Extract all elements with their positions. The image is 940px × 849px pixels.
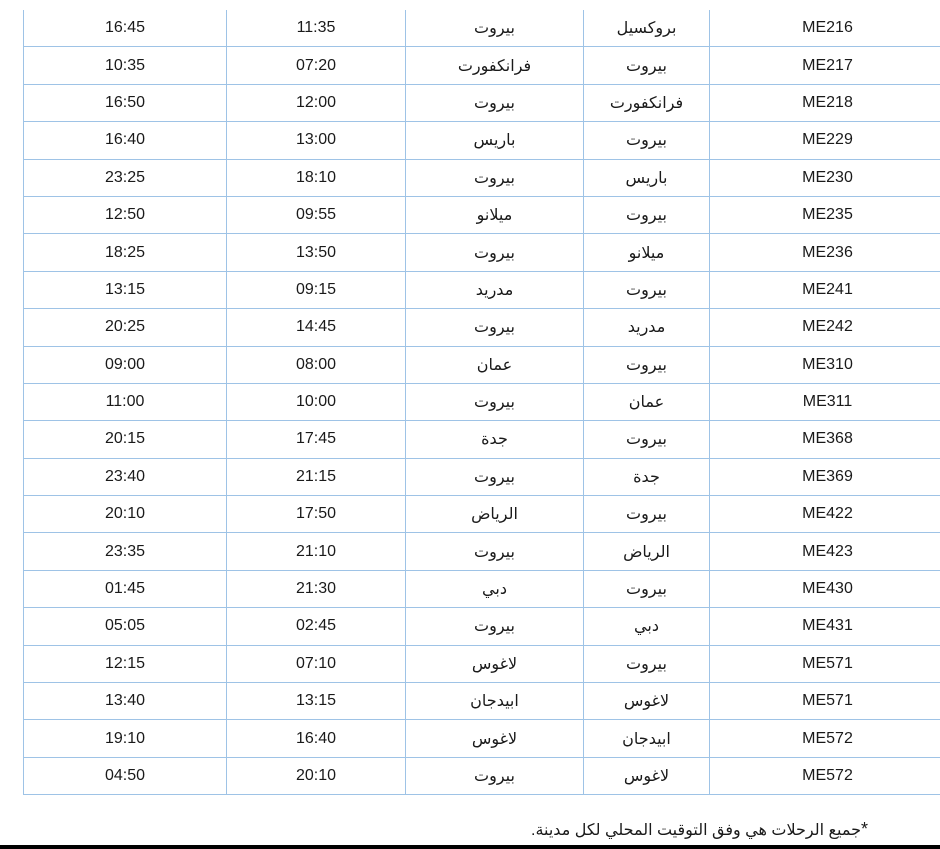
flight-number-cell (710, 346, 940, 383)
flight-number-cell (710, 458, 940, 495)
arrival-time-cell-text: 04:50 (104, 767, 146, 784)
departure-time-cell-text: 21:30 (295, 580, 337, 598)
departure-time-cell-text: 10:00 (295, 393, 337, 411)
destination-cell (406, 496, 584, 533)
destination-cell-text: ابيدجان (470, 693, 519, 711)
origin-cell-text: بيروت (626, 281, 667, 299)
departure-time-cell-text: 13:50 (295, 243, 337, 261)
origin-cell (584, 533, 710, 570)
table-row (24, 458, 940, 495)
arrival-time-cell-text: 23:25 (104, 168, 146, 186)
arrival-time-cell-text: 16:40 (104, 131, 146, 149)
origin-cell (584, 421, 710, 458)
flight-number-cell-text: ME369 (802, 467, 853, 485)
destination-cell-text: لاغوس (471, 655, 518, 673)
origin-cell (584, 309, 710, 346)
arrival-time-cell (24, 645, 227, 682)
destination-cell (406, 608, 584, 645)
departure-time-cell-text: 09:55 (295, 206, 337, 224)
arrival-time-cell (24, 122, 227, 159)
destination-cell-text: بيروت (474, 543, 515, 561)
departure-time-cell (227, 458, 406, 495)
departure-time-cell-text: 16:40 (295, 729, 337, 747)
arrival-time-cell (24, 533, 227, 570)
origin-cell-text: فرانكفورت (609, 94, 684, 112)
flight-number-cell (710, 683, 940, 720)
table-row (24, 196, 940, 233)
arrival-time-cell-text: 09:00 (104, 355, 146, 373)
arrival-time-cell-text: 23:35 (104, 542, 146, 560)
departure-time-cell (227, 234, 406, 271)
destination-cell-text: ميلانو (476, 207, 513, 225)
flight-number-cell (710, 757, 940, 794)
destination-cell (406, 234, 584, 271)
table-row (24, 757, 940, 794)
destination-cell (406, 383, 584, 420)
destination-cell (406, 421, 584, 458)
destination-cell (406, 10, 584, 47)
destination-cell-text: بيروت (474, 618, 515, 636)
arrival-time-cell (24, 458, 227, 495)
arrival-time-cell (24, 720, 227, 757)
destination-cell-text: جدة (481, 431, 508, 449)
flight-number-cell-text: ME217 (802, 56, 853, 74)
departure-time-cell-text: 12:00 (295, 93, 337, 111)
flight-number-cell (710, 271, 940, 308)
arrival-time-cell (24, 346, 227, 383)
destination-cell-text: بيروت (474, 20, 515, 38)
table-row (24, 683, 940, 720)
destination-cell-text: بيروت (474, 319, 515, 337)
destination-cell-text: مدريد (475, 281, 514, 299)
flight-number-cell-text: ME571 (802, 692, 853, 710)
flight-number-cell (710, 47, 940, 84)
footnote-star: * (860, 819, 868, 839)
departure-time-cell (227, 645, 406, 682)
origin-cell-text: لاغوس (623, 693, 670, 711)
destination-cell-text: بيروت (474, 94, 515, 112)
departure-time-cell (227, 757, 406, 794)
table-row (24, 533, 940, 570)
table-row (24, 234, 940, 271)
origin-cell-text: جدة (633, 468, 660, 486)
departure-time-cell (227, 608, 406, 645)
table-row (24, 383, 940, 420)
arrival-time-cell (24, 47, 227, 84)
flight-number-cell-text: ME423 (802, 542, 853, 560)
destination-cell (406, 159, 584, 196)
departure-time-cell-text: 13:00 (295, 131, 337, 149)
origin-cell-text: ابيدجان (622, 730, 671, 748)
arrival-time-cell (24, 234, 227, 271)
departure-time-cell (227, 122, 406, 159)
flight-number-cell-text: ME235 (802, 206, 853, 224)
arrival-time-cell-text: 10:35 (104, 56, 146, 74)
flight-number-cell-text: ME431 (802, 617, 853, 635)
departure-time-cell-text: 21:10 (295, 542, 337, 560)
destination-cell (406, 720, 584, 757)
arrival-time-cell (24, 159, 227, 196)
flight-number-cell-text: ME311 (802, 393, 853, 411)
destination-cell-text: فرانكفورت (457, 57, 532, 75)
departure-time-cell (227, 533, 406, 570)
origin-cell (584, 196, 710, 233)
origin-cell (584, 383, 710, 420)
table-row (24, 47, 940, 84)
departure-time-cell (227, 570, 406, 607)
flight-number-cell-text: ME236 (802, 243, 853, 261)
departure-time-cell-text: 08:00 (295, 355, 337, 373)
departure-time-cell-text: 17:45 (295, 430, 337, 448)
destination-cell (406, 570, 584, 607)
bottom-border (0, 845, 940, 849)
origin-cell (584, 234, 710, 271)
departure-time-cell-text: 17:50 (295, 505, 337, 523)
origin-cell (584, 47, 710, 84)
destination-cell (406, 458, 584, 495)
destination-cell (406, 683, 584, 720)
arrival-time-cell-text: 12:15 (104, 654, 146, 672)
departure-time-cell (227, 309, 406, 346)
destination-cell-text: باريس (473, 132, 516, 150)
destination-cell-text: بيروت (474, 768, 515, 785)
origin-cell-text: لاغوس (623, 768, 670, 785)
origin-cell (584, 570, 710, 607)
arrival-time-cell (24, 683, 227, 720)
arrival-time-cell-text: 20:15 (104, 430, 146, 448)
departure-time-cell (227, 383, 406, 420)
destination-cell (406, 84, 584, 121)
departure-time-cell-text: 21:15 (295, 467, 337, 485)
arrival-time-cell-text: 19:10 (104, 729, 146, 747)
origin-cell-text: باريس (625, 169, 668, 187)
table-row (24, 720, 940, 757)
destination-cell (406, 122, 584, 159)
flight-number-cell-text: ME230 (802, 168, 853, 186)
arrival-time-cell (24, 196, 227, 233)
departure-time-cell-text: 11:35 (296, 19, 336, 37)
arrival-time-cell-text: 05:05 (104, 617, 146, 635)
origin-cell-text: بيروت (626, 57, 667, 75)
origin-cell (584, 757, 710, 794)
flight-number-cell-text: ME216 (802, 19, 853, 37)
flight-schedule-body (24, 10, 940, 795)
departure-time-cell (227, 346, 406, 383)
destination-cell (406, 47, 584, 84)
footnote-text: جميع الرحلات هي وفق التوقيت المحلي لكل مدينة. (531, 822, 861, 839)
flight-number-cell (710, 10, 940, 47)
departure-time-cell (227, 159, 406, 196)
flight-number-cell-text: ME241 (802, 280, 853, 298)
flight-number-cell (710, 84, 940, 121)
flight-number-cell (710, 720, 940, 757)
destination-cell (406, 645, 584, 682)
departure-time-cell (227, 47, 406, 84)
destination-cell (406, 533, 584, 570)
arrival-time-cell-text: 13:15 (104, 280, 146, 298)
table-row (24, 346, 940, 383)
departure-time-cell-text: 14:45 (295, 318, 337, 336)
flight-number-cell (710, 122, 940, 159)
flight-number-cell (710, 234, 940, 271)
flight-number-cell (710, 383, 940, 420)
flight-number-cell (710, 533, 940, 570)
destination-cell-text: بيروت (474, 394, 515, 412)
origin-cell (584, 683, 710, 720)
table-row (24, 570, 940, 607)
arrival-time-cell-text: 16:50 (104, 93, 146, 111)
table-row (24, 122, 940, 159)
origin-cell (584, 645, 710, 682)
arrival-time-cell-text: 23:40 (104, 467, 146, 485)
origin-cell (584, 458, 710, 495)
flight-number-cell-text: ME310 (802, 355, 853, 373)
flight-number-cell (710, 421, 940, 458)
departure-time-cell-text: 09:15 (295, 280, 337, 298)
departure-time-cell (227, 10, 406, 47)
flight-number-cell-text: ME368 (802, 430, 853, 448)
arrival-time-cell (24, 383, 227, 420)
flight-number-cell-text: ME430 (802, 580, 853, 598)
table-row (24, 271, 940, 308)
origin-cell-text: الرياض (623, 543, 670, 561)
flight-number-cell-text: ME572 (802, 729, 853, 747)
destination-cell (406, 309, 584, 346)
origin-cell (584, 720, 710, 757)
arrival-time-cell-text: 01:45 (104, 580, 146, 598)
arrival-time-cell (24, 84, 227, 121)
flight-number-cell-text: ME422 (802, 505, 853, 523)
flight-number-cell-text: ME571 (802, 654, 853, 672)
footnote (531, 819, 868, 840)
table-row (24, 309, 940, 346)
departure-time-cell (227, 496, 406, 533)
destination-cell-text: لاغوس (471, 730, 518, 748)
flight-number-cell (710, 645, 940, 682)
origin-cell-text: مدريد (627, 319, 666, 337)
flight-number-cell (710, 196, 940, 233)
arrival-time-cell-text: 20:10 (104, 505, 146, 523)
destination-cell-text: دبي (482, 581, 507, 599)
departure-time-cell (227, 683, 406, 720)
origin-cell (584, 271, 710, 308)
departure-time-cell-text: 18:10 (295, 168, 337, 186)
flight-number-cell (710, 159, 940, 196)
arrival-time-cell-text: 16:45 (104, 19, 146, 37)
destination-cell (406, 757, 584, 794)
flight-number-cell-text: ME229 (802, 131, 853, 149)
destination-cell-text: بيروت (474, 468, 515, 486)
cropped-header-fragment (290, 0, 590, 6)
origin-cell (584, 10, 710, 47)
destination-cell (406, 271, 584, 308)
arrival-time-cell (24, 421, 227, 458)
flight-number-cell-text: ME218 (802, 93, 853, 111)
flight-number-cell (710, 608, 940, 645)
flight-number-cell (710, 570, 940, 607)
departure-time-cell (227, 421, 406, 458)
flight-number-cell-text: ME242 (802, 318, 853, 336)
flight-schedule-table (23, 10, 940, 795)
departure-time-cell-text: 07:20 (295, 56, 337, 74)
departure-time-cell (227, 84, 406, 121)
origin-cell-text: دبي (634, 618, 659, 636)
destination-cell-text: الرياض (471, 506, 518, 524)
origin-cell-text: عمان (628, 394, 665, 412)
origin-cell (584, 122, 710, 159)
destination-cell-text: بيروت (474, 244, 515, 262)
flight-number-cell (710, 496, 940, 533)
origin-cell (584, 608, 710, 645)
departure-time-cell-text: 07:10 (295, 654, 337, 672)
arrival-time-cell-text: 13:40 (104, 692, 146, 710)
table-row (24, 608, 940, 645)
origin-cell-text: بيروت (626, 581, 667, 599)
origin-cell-text: بيروت (626, 431, 667, 449)
departure-time-cell-text: 13:15 (295, 692, 337, 710)
arrival-time-cell-text: 11:00 (105, 393, 145, 411)
table-row (24, 496, 940, 533)
arrival-time-cell (24, 608, 227, 645)
origin-cell-text: ميلانو (628, 244, 665, 262)
origin-cell-text: بيروت (626, 506, 667, 524)
arrival-time-cell-text: 18:25 (104, 243, 146, 261)
table-row (24, 159, 940, 196)
destination-cell (406, 346, 584, 383)
origin-cell (584, 84, 710, 121)
arrival-time-cell (24, 570, 227, 607)
flight-number-cell-text: ME572 (802, 767, 853, 784)
arrival-time-cell-text: 20:25 (104, 318, 146, 336)
origin-cell-text: بيروت (626, 207, 667, 225)
arrival-time-cell (24, 10, 227, 47)
destination-cell-text: عمان (476, 356, 513, 374)
flight-number-cell (710, 309, 940, 346)
destination-cell-text: بيروت (474, 169, 515, 187)
departure-time-cell (227, 271, 406, 308)
departure-time-cell (227, 720, 406, 757)
arrival-time-cell (24, 757, 227, 794)
origin-cell (584, 159, 710, 196)
destination-cell (406, 196, 584, 233)
table-row (24, 421, 940, 458)
departure-time-cell-text: 20:10 (295, 767, 337, 784)
origin-cell-text: بيروت (626, 655, 667, 673)
arrival-time-cell (24, 271, 227, 308)
arrival-time-cell (24, 309, 227, 346)
table-row (24, 10, 940, 47)
origin-cell-text: بروكسيل (616, 20, 677, 38)
departure-time-cell-text: 02:45 (295, 617, 337, 635)
departure-time-cell (227, 196, 406, 233)
origin-cell-text: بيروت (626, 356, 667, 374)
table-row (24, 84, 940, 121)
origin-cell-text: بيروت (626, 132, 667, 150)
arrival-time-cell (24, 496, 227, 533)
table-row (24, 645, 940, 682)
arrival-time-cell-text: 12:50 (104, 206, 146, 224)
origin-cell (584, 346, 710, 383)
origin-cell (584, 496, 710, 533)
